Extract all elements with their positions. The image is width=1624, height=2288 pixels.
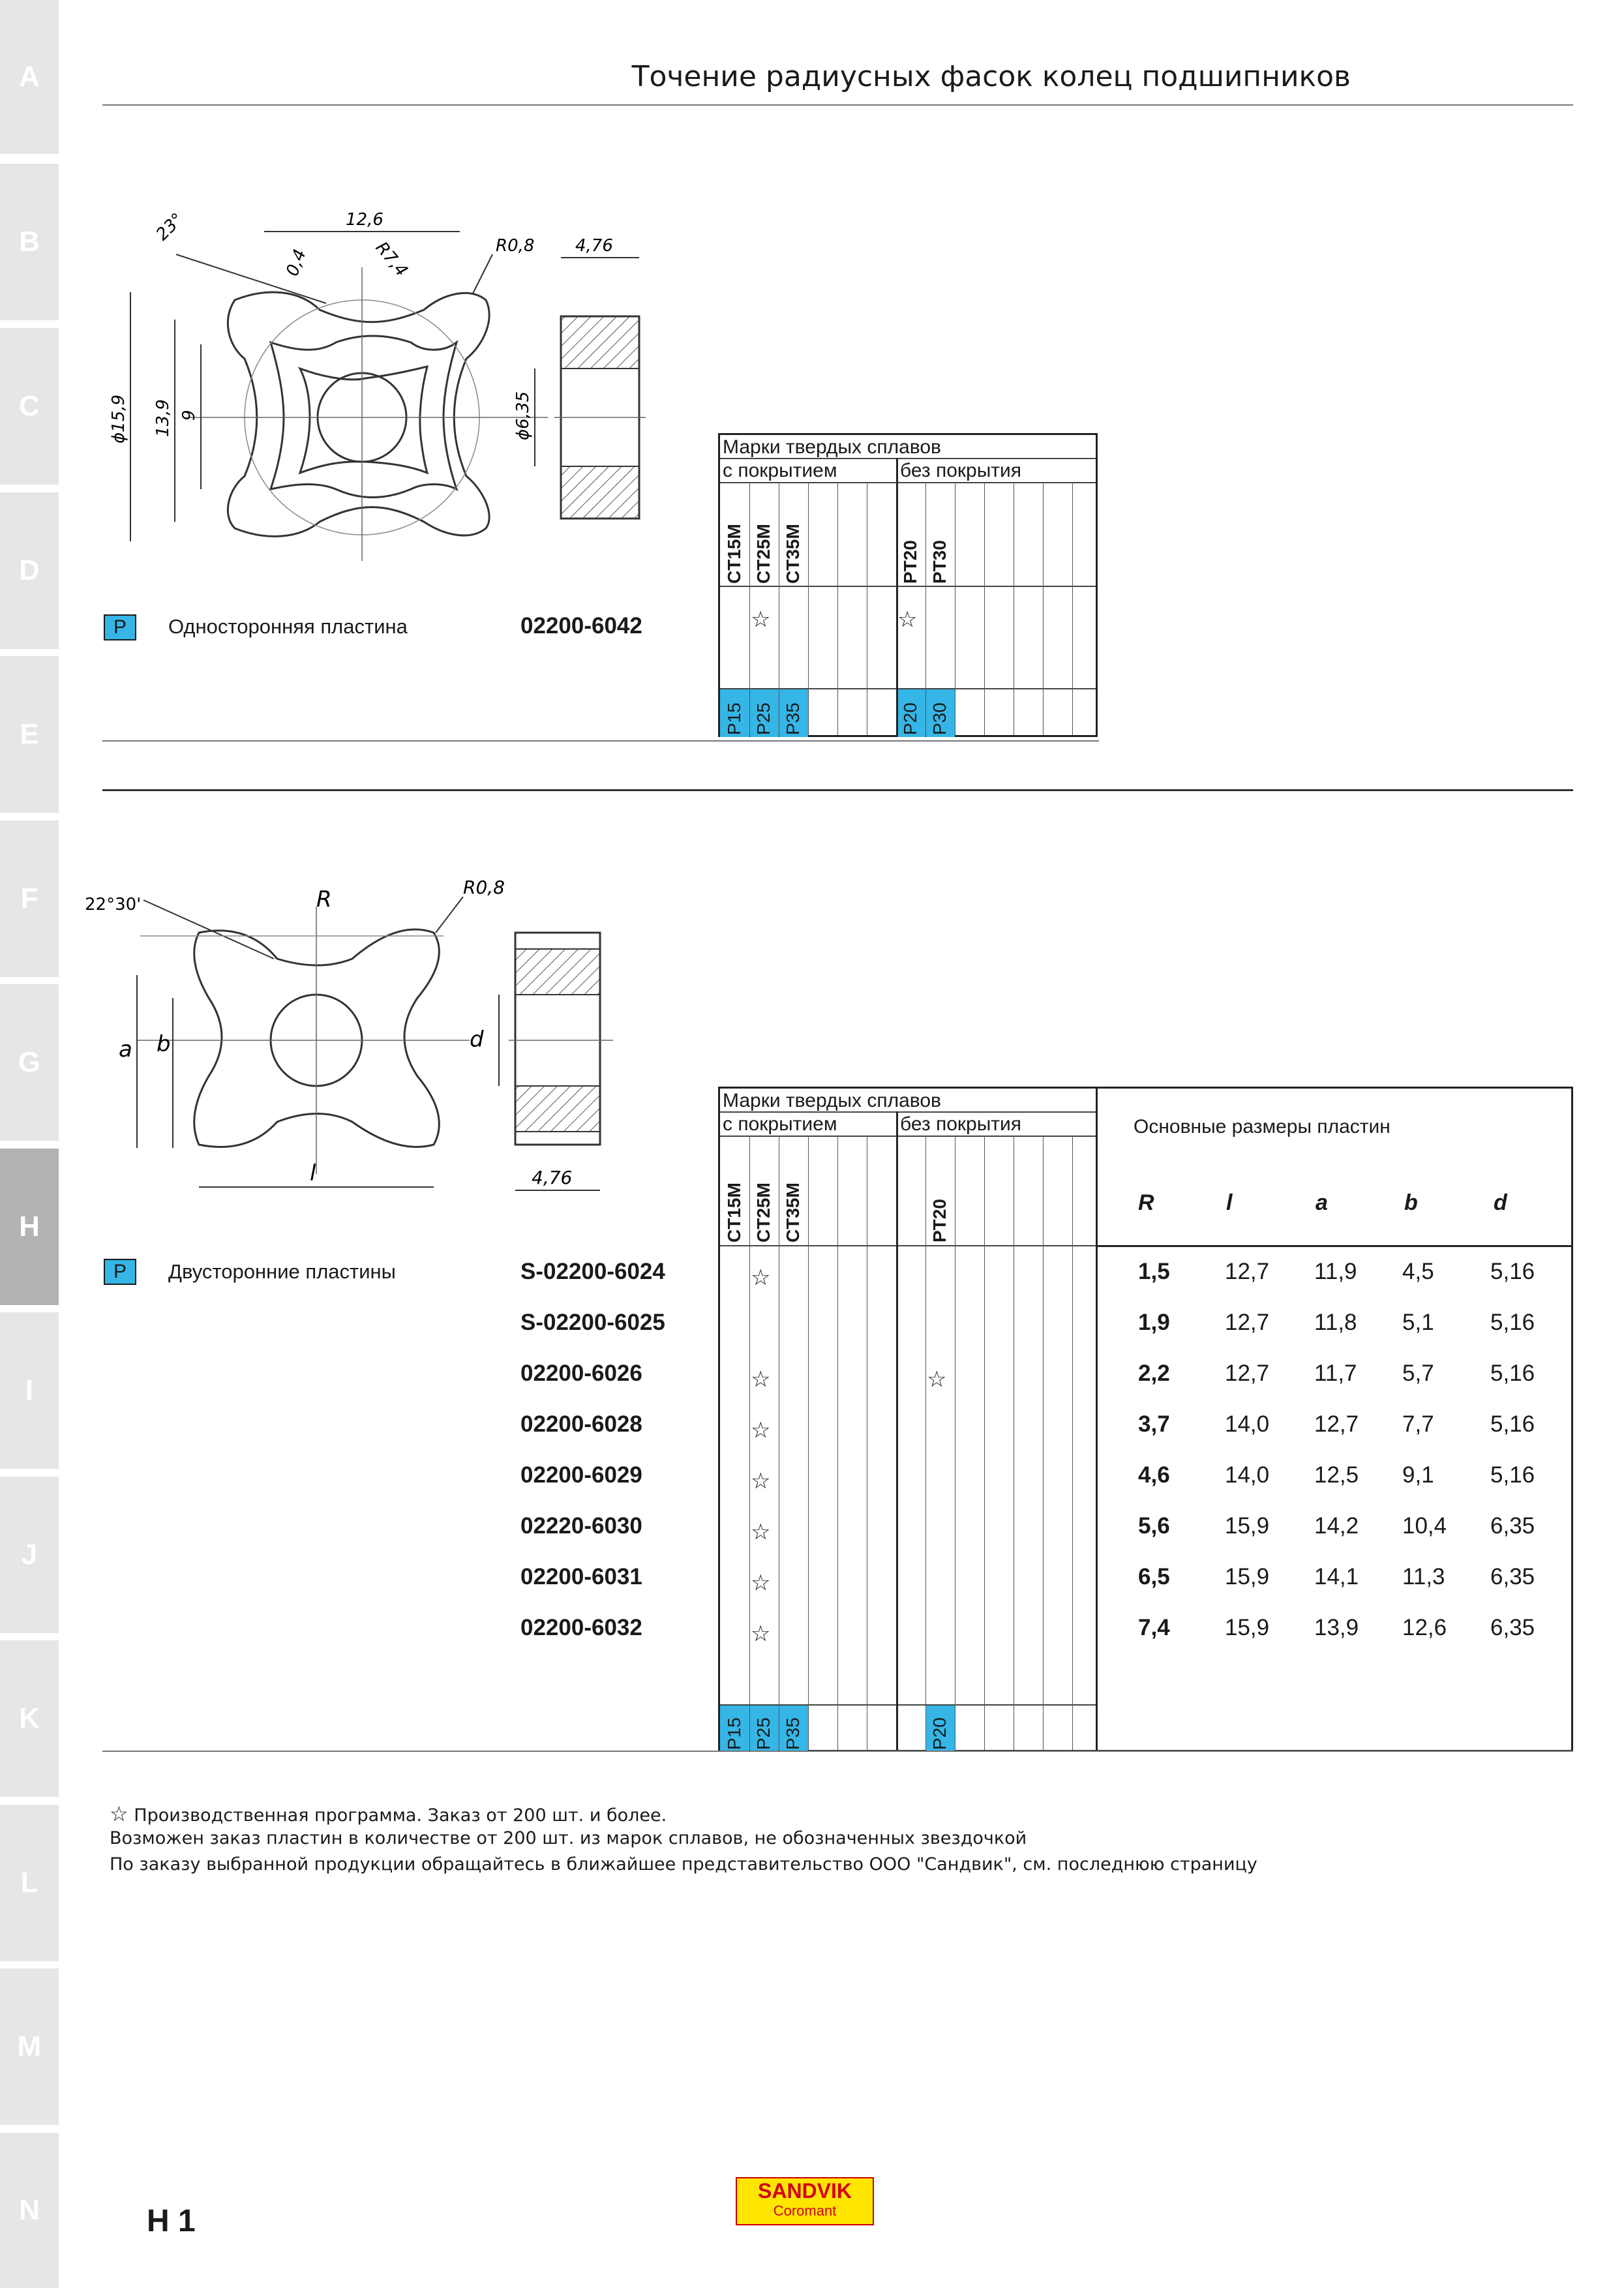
section2-description: Двусторонние пластины [168,1260,396,1283]
iso-p-tag-2: P [104,1259,136,1285]
tab-h[interactable]: H [0,1149,59,1305]
dim-corner-radius-2: R0,8 [463,877,505,898]
dim-header-d: d [1494,1190,1507,1215]
tab-k[interactable]: K [0,1640,59,1797]
dim-header-r: R [1138,1190,1154,1215]
dim-thickness: 4,76 [575,236,613,256]
tab-a[interactable]: A [0,0,59,154]
grade2-ct25m: CT25M [753,1182,774,1242]
tab-m[interactable]: M [0,1968,59,2125]
star-icon: ☆ [110,1801,128,1826]
grade-ct15m: CT15M [724,524,744,584]
footnote-3: По заказу выбранной продукции обращайтесь в ближайшее представительство ООО "Сандвик", см. последнюю страницу [110,1854,1257,1874]
iso-p25: P25 [753,702,774,735]
dim-header-b: b [1404,1190,1418,1215]
section1-code: 02200-6042 [520,613,642,639]
dim-b: b [157,1031,171,1057]
table2-uncoated: без покрытия [900,1113,1022,1135]
table1-coated: с покрытием [723,460,837,481]
star-6026-ct25m: ☆ [751,1366,771,1392]
dims-title: Основные размеры пластин [1134,1116,1391,1137]
grade2-pt20: PT20 [929,1199,950,1242]
dim-corner-radius: R0,8 [496,236,535,256]
dim-a: a [119,1036,132,1062]
iso2-p35: P35 [783,1717,803,1750]
table2-title: Марки твердых сплавов [723,1090,941,1111]
page-number: H 1 [147,2204,196,2238]
table2-coated: с покрытием [723,1113,837,1135]
tab-l[interactable]: L [0,1805,59,1961]
star-6031-ct25m: ☆ [751,1570,771,1596]
dim-hole-diameter: ϕ6,35 [513,391,533,440]
star-6026-pt20: ☆ [927,1366,947,1392]
iso-p15: P15 [724,702,744,735]
footnote-1: ☆ Производственная программа. Заказ от 200 шт. и более. [110,1801,667,1826]
dim-angle: 23° [152,209,188,245]
dim-r: R [316,886,332,912]
tab-i[interactable]: I [0,1312,59,1469]
title-rule [102,104,1573,106]
grade-ct35m: CT35M [783,524,803,584]
dim-inscribed: 13,9 [153,399,173,437]
star-6030-ct25m: ☆ [751,1519,771,1545]
dim-l: l [310,1160,316,1186]
grade-pt20: PT20 [900,540,920,584]
tab-j[interactable]: J [0,1477,59,1633]
tab-b[interactable]: B [0,164,59,320]
iso-p35: P35 [783,702,803,735]
section2-bottom-rule [102,1751,1573,1752]
dim-radius-small: 0,4 [282,247,310,279]
grade2-ct35m: CT35M [783,1182,803,1242]
iso2-p25: P25 [753,1717,774,1750]
section-divider [102,789,1573,791]
star-pt20: ☆ [897,607,918,633]
tab-e[interactable]: E [0,656,59,813]
dim-header-a: a [1316,1190,1328,1215]
table1-title: Марки твердых сплавов [723,436,941,458]
tab-g[interactable]: G [0,984,59,1141]
dim-thickness-2: 4,76 [532,1167,573,1188]
grade2-ct15m: CT15M [724,1182,744,1242]
star-6029-ct25m: ☆ [751,1468,771,1494]
tab-n[interactable]: N [0,2133,59,2288]
sandvik-logo: SANDVIK Coromant [736,2177,874,2225]
star-6028-ct25m: ☆ [751,1417,771,1443]
dim-width: 12,6 [346,210,383,230]
grades-table-2 [718,1087,1098,1752]
insert-drawing-single-sided [104,196,691,574]
star-6032-ct25m: ☆ [751,1621,771,1647]
dim-header-l: l [1226,1190,1233,1215]
tab-c[interactable]: C [0,328,59,485]
iso2-p15: P15 [724,1717,744,1750]
iso2-p20: P20 [929,1717,950,1750]
star-ct25m: ☆ [751,607,771,633]
section1-bottom-rule [102,740,1099,742]
iso-p20: P20 [900,702,920,735]
footnote-2: Возможен заказ пластин в количестве от 200 шт. из марок сплавов, не обозначенных звездочкой [110,1828,1027,1848]
insert-drawing-double-sided [78,867,665,1220]
dim-angle-2: 22°30' [85,895,142,914]
table1-uncoated: без покрытия [900,460,1022,481]
iso-p-tag-1: P [104,614,136,640]
grades-table-1 [718,433,1098,737]
tab-f[interactable]: F [0,820,59,977]
grade-pt30: PT30 [929,540,950,584]
page-title: Точение радиусных фасок колец подшипников [631,60,1351,93]
section1-description: Односторонняя пластина [168,615,408,638]
iso-p30: P30 [929,702,950,735]
dim-radius-large: R7,4 [371,238,412,281]
star-6024-ct25m: ☆ [751,1265,771,1291]
grade-ct25m: CT25M [753,524,774,584]
dim-inner: 9 [179,410,199,421]
dim-d: d [470,1027,484,1053]
dim-outer-diameter: ϕ15,9 [109,394,128,444]
tab-d[interactable]: D [0,492,59,649]
